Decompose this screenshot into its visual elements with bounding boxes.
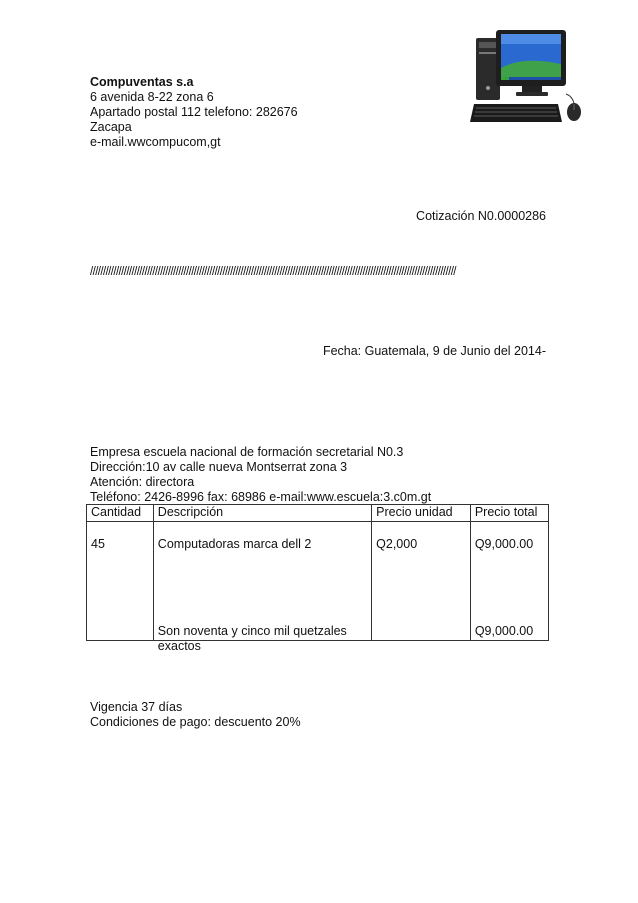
- company-email: e-mail.wwcompucom,gt: [90, 135, 221, 149]
- company-city: Zacapa: [90, 120, 132, 134]
- quote-number: Cotización N0.0000286: [416, 209, 546, 223]
- header-total-price: Precio total: [470, 505, 548, 522]
- table-header-row: [87, 505, 549, 522]
- quote-conditions: [90, 700, 301, 730]
- row-description: Computadoras marca dell 2: [157, 537, 312, 551]
- row-unit-price: Q2,000: [376, 537, 418, 551]
- client-info: [90, 445, 431, 505]
- company-address: 6 avenida 8-22 zona 6: [90, 90, 214, 104]
- separator-line: /////////////////////////////////////////////////////////////////////////////////////////////////////////////////////////////////////////////: [90, 266, 456, 278]
- company-name: Compuventas s.a: [90, 75, 194, 89]
- payment-conditions: Condiciones de pago: descuento 20%: [90, 715, 301, 729]
- client-contact: Teléfono: 2426-8996 fax: 68986 e-mail:www.escuela:3.c0m.gt: [90, 490, 432, 504]
- client-attention: Atención: directora: [90, 475, 195, 489]
- desktop-computer-icon: [462, 28, 592, 128]
- row-quantity: 45: [91, 537, 105, 551]
- header-unit-price: Precio unidad: [372, 505, 471, 522]
- header-quantity: Cantidad: [87, 505, 154, 522]
- total-amount: Q9,000.00: [474, 624, 534, 638]
- quote-date: Fecha: Guatemala, 9 de Junio del 2014-: [322, 344, 546, 358]
- items-table: [86, 504, 549, 653]
- client-address: Dirección:10 av calle nueva Montserrat zona 3: [90, 460, 348, 474]
- table-row: [87, 522, 549, 641]
- total-in-words: Son noventa y cinco mil quetzales exactos: [157, 624, 347, 653]
- row-total-price: Q9,000.00: [474, 537, 534, 551]
- validity: Vigencia 37 días: [90, 700, 183, 714]
- client-company: Empresa escuela nacional de formación secretarial N0.3: [90, 445, 404, 459]
- header-description: Descripción: [153, 505, 371, 522]
- company-postal: Apartado postal 112 telefono: 282676: [90, 105, 298, 119]
- company-header: [90, 75, 298, 150]
